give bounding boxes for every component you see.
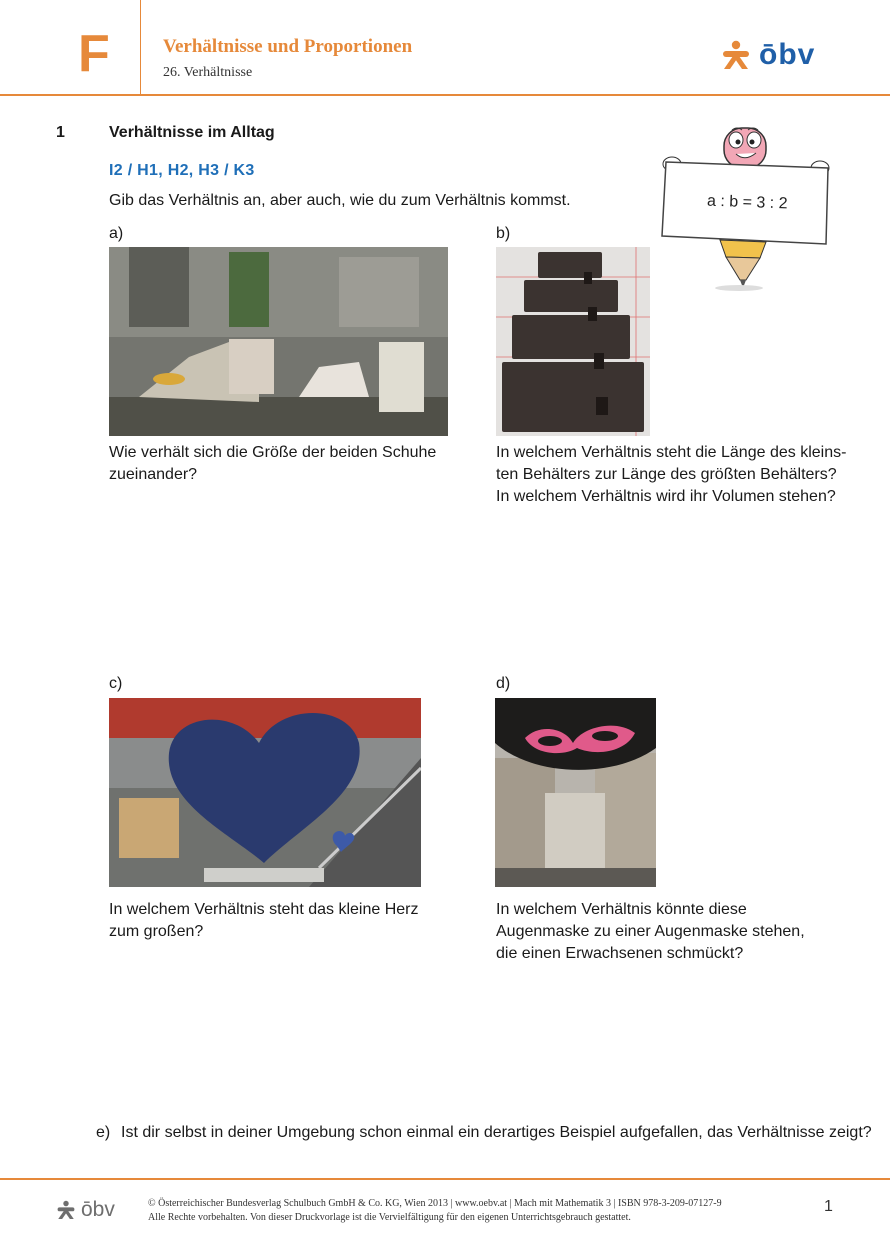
logo-text: ōbv	[759, 38, 816, 71]
copyright-line: Alle Rechte vorbehalten. Von dieser Druckvorlage ist die Vervielfältigung für den eigenen Unterrichtsgebrauch gestattet.	[148, 1212, 631, 1223]
star-icon	[719, 38, 753, 72]
part-d-question	[496, 899, 805, 965]
part-a-label: a)	[109, 225, 124, 242]
chapter-letter: F	[78, 25, 110, 83]
question-line: die einen Erwachsenen schmückt?	[496, 945, 744, 962]
question-line: Wie verhält sich die Größe der beiden Schuhe	[109, 444, 437, 461]
mascot-sign-text: a : b = 3 : 2	[706, 192, 788, 213]
part-c-label: c)	[109, 675, 123, 692]
question-line: Augenmaske zu einer Augenmaske stehen,	[496, 923, 805, 940]
question-line: In welchem Verhältnis wird ihr Volumen stehen?	[496, 488, 836, 505]
part-c-question	[109, 899, 418, 943]
star-icon	[55, 1199, 77, 1221]
footer-divider	[0, 1178, 890, 1180]
footer-logo	[55, 1198, 115, 1222]
chapter-title: Verhältnisse und Proportionen	[163, 36, 413, 57]
question-line: zueinander?	[109, 466, 198, 483]
shoe-window-photo	[109, 247, 448, 436]
page-number: 1	[824, 1198, 833, 1215]
part-b-question	[496, 442, 846, 508]
footer-logo-text: ōbv	[81, 1198, 115, 1221]
part-e-label: e)	[96, 1124, 111, 1141]
competence-codes: I2 / H1, H2, H3 / K3	[109, 162, 255, 179]
task-instruction: Gib das Verhältnis an, aber auch, wie du zum Verhältnis kommst.	[109, 192, 571, 209]
eye-mask-photo	[495, 698, 656, 887]
question-line: zum großen?	[109, 923, 204, 940]
pencil-mascot	[660, 118, 832, 296]
part-d-label: d)	[496, 675, 511, 692]
question-line: In welchem Verhältnis steht das kleine Herz	[109, 901, 419, 918]
part-b-label: b)	[496, 225, 511, 242]
part-a-question	[109, 442, 436, 486]
copyright-line: © Österreichischer Bundesverlag Schulbuch GmbH & Co. KG, Wien 2013 | www.oebv.at | Mach mit Mathematik 3 | ISBN 978-3-209-07127-9	[148, 1198, 722, 1209]
part-e-question: Ist dir selbst in deiner Umgebung schon einmal ein derartiges Beispiel aufgefallen, das Verhältnisse zeigt?	[121, 1124, 872, 1141]
question-line: In welchem Verhältnis steht die Länge des kleins-	[496, 444, 847, 461]
publisher-logo	[719, 38, 815, 72]
task-number: 1	[56, 124, 65, 141]
copyright-notice	[148, 1197, 722, 1225]
question-line: ten Behälters zur Länge des größten Behälters?	[496, 466, 837, 483]
task-title: Verhältnisse im Alltag	[109, 124, 275, 141]
question-line: In welchem Verhältnis könnte diese	[496, 901, 747, 918]
section-subtitle: 26. Verhältnisse	[163, 65, 253, 80]
boxes-photo	[496, 247, 650, 436]
header-divider	[0, 94, 890, 96]
heart-photo	[109, 698, 421, 887]
header-divider-vertical	[140, 0, 141, 95]
